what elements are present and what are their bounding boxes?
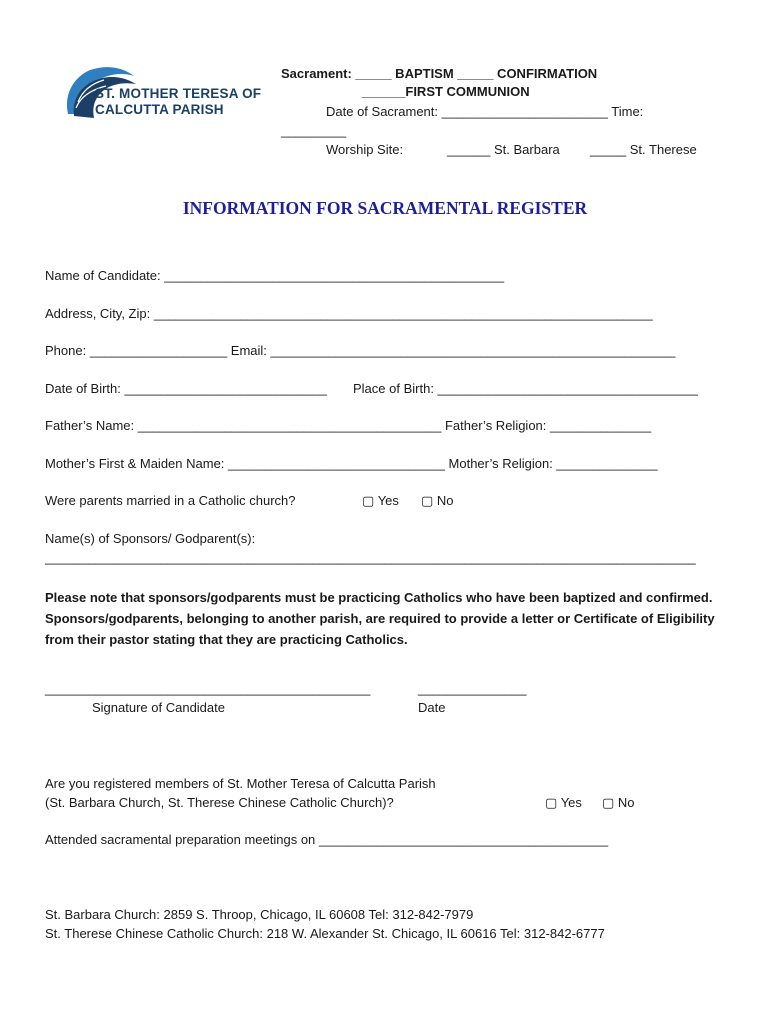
no-label: No (436, 493, 454, 508)
father-field: Father’s Name: __________________________________________ Father’s Religion: ______________ (45, 418, 652, 433)
st-barbara-option: ______ St. Barbara (447, 142, 560, 157)
form-title: INFORMATION FOR SACRAMENTAL REGISTER (182, 198, 588, 218)
sponsors-blank: __________________________________________________________________________________________ (45, 550, 696, 565)
checkbox-icon[interactable]: ▢ (362, 493, 375, 508)
sacrament-line: Sacrament: _____ BAPTISM _____ CONFIRMATION (281, 66, 598, 81)
attended-meetings-field: Attended sacramental preparation meetings on ________________________________________ (45, 832, 609, 847)
address-field: Address, City, Zip: _____________________________________________________________________ (45, 306, 653, 321)
checkbox-icon[interactable]: ▢ (602, 795, 615, 810)
signature-line: _____________________________________________ (45, 681, 371, 696)
registered-no-option[interactable] (602, 795, 635, 811)
st-therese-address: St. Therese Chinese Catholic Church: 218 W. Alexander St. Chicago, IL 60616 Tel: 312-842-6777 (45, 926, 605, 941)
yes-label: Yes (377, 493, 399, 508)
phone-email-field: Phone: ___________________ Email: ________________________________________________________ (45, 343, 676, 358)
married-no-option[interactable] (421, 493, 454, 509)
st-therese-option: _____ St. Therese (590, 142, 697, 157)
signature-label: Signature of Candidate (92, 700, 225, 715)
parish-name-line1: ST. MOTHER TERESA OF (95, 86, 262, 101)
checkbox-icon[interactable]: ▢ (421, 493, 434, 508)
no-label: No (617, 795, 635, 810)
parents-married-question: Were parents married in a Catholic church? (45, 493, 296, 508)
date-line: _______________ (418, 681, 527, 696)
place-of-birth-field: Place of Birth: ____________________________________ (353, 381, 698, 396)
married-yes-option[interactable] (362, 493, 399, 509)
time-blank: _________ (281, 123, 347, 138)
sponsors-label: Name(s) of Sponsors/ Godparent(s): (45, 531, 256, 546)
date-of-birth-field: Date of Birth: ____________________________ (45, 381, 327, 396)
parish-name (95, 86, 261, 118)
date-of-sacrament-field: Date of Sacrament: _______________________ Time: (326, 104, 644, 119)
registered-yes-option[interactable] (545, 795, 582, 811)
worship-site-label: Worship Site: (326, 142, 404, 157)
checkbox-icon[interactable]: ▢ (545, 795, 558, 810)
candidate-name-field: Name of Candidate: _______________________________________________ (45, 268, 505, 283)
registered-question-line1: Are you registered members of St. Mother Teresa of Calcutta Parish (45, 776, 436, 791)
sponsor-requirements-note: Please note that sponsors/godparents must be practicing Catholics who have been baptized and confirmed. Sponsors/godparents, belonging to another parish, are required to provide a letter or Certificate of Eligibility from their pastor stating that they are practicing Catholics. (45, 590, 715, 647)
date-label: Date (418, 700, 446, 715)
registered-question-line2: (St. Barbara Church, St. Therese Chinese Catholic Church)? (45, 795, 394, 810)
first-communion-line: ______FIRST COMMUNION (362, 84, 530, 99)
parish-name-line2: CALCUTTA PARISH (95, 102, 224, 117)
yes-label: Yes (560, 795, 582, 810)
mother-field: Mother’s First & Maiden Name: ______________________________ Mother’s Religion: ______________ (45, 456, 658, 471)
st-barbara-address: St. Barbara Church: 2859 S. Throop, Chicago, IL 60608 Tel: 312-842-7979 (45, 907, 474, 922)
